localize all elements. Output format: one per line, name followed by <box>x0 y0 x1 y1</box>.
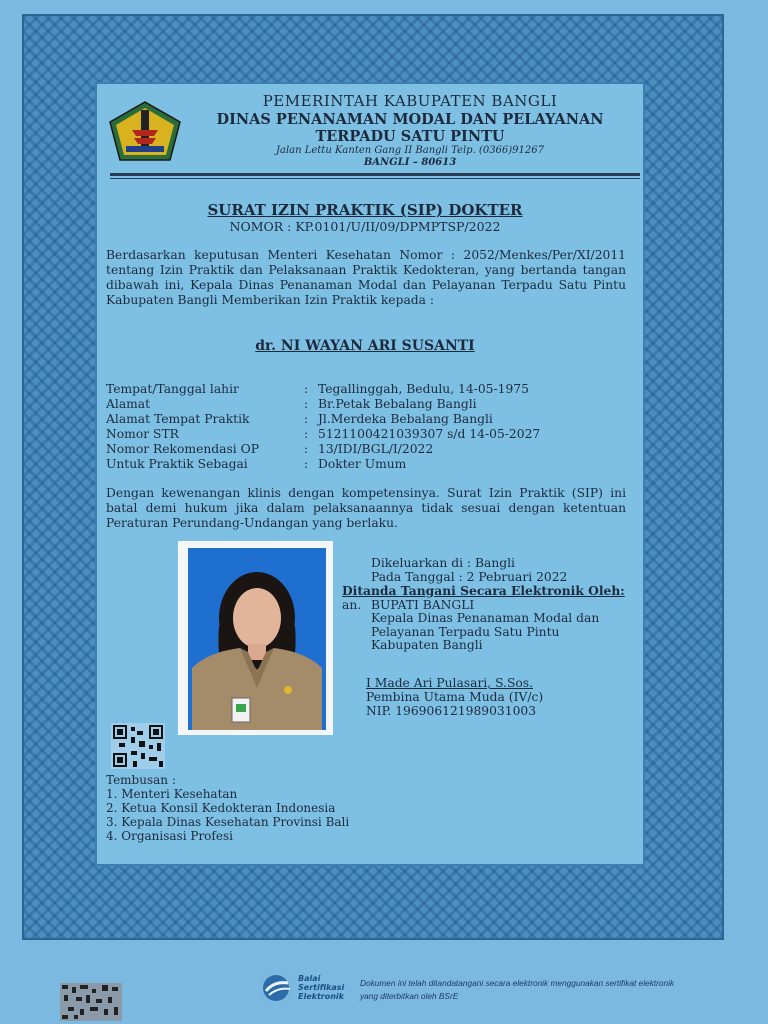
office-line1: Kepala Dinas Penanaman Modal dan <box>371 611 600 625</box>
tembusan-item: 4. Organisasi Profesi <box>106 829 233 843</box>
field-value: 5121100421039307 s/d 14-05-2027 <box>318 427 541 441</box>
bsre-name-line2: Sertifikasi <box>298 983 345 992</box>
header-address: Jalan Lettu Kanten Gang II Bangli Telp. (0366)91267 <box>275 145 544 156</box>
tembusan-item: 3. Kepala Dinas Kesehatan Provinsi Bali <box>106 815 350 829</box>
bsre-name-line3: Elektronik <box>298 992 344 1001</box>
qr-code-icon <box>111 723 165 769</box>
field-label: Nomor STR <box>106 427 179 441</box>
person-portrait-icon <box>188 548 326 730</box>
issued-date: Pada Tanggal : 2 Pebruari 2022 <box>371 570 568 584</box>
bsre-name-line1: Balai <box>298 974 321 983</box>
holder-photo <box>188 548 326 730</box>
field-label: Nomor Rekomendasi OP <box>106 442 259 456</box>
header-agency-line2: TERPADU SATU PINTU <box>315 128 505 145</box>
tembusan-item: 2. Ketua Konsil Kedokteran Indonesia <box>106 801 336 815</box>
field-colon: : <box>304 442 309 456</box>
header-government: PEMERINTAH KABUPATEN BANGLI <box>262 92 558 110</box>
tembusan-heading: Tembusan : <box>106 773 176 787</box>
footer-note-line1: Dokumen ini telah ditandatangani secara elektronik menggunakan sertifikat elektronik <box>360 978 675 988</box>
header-agency-line1: DINAS PENANAMAN MODAL DAN PELAYANAN <box>216 111 604 128</box>
field-colon: : <box>304 427 309 441</box>
bangli-regency-emblem-icon <box>108 100 182 162</box>
field-value: Dokter Umum <box>318 457 407 471</box>
field-label: Alamat <box>106 397 151 411</box>
signed-electronically: Ditanda Tangani Secara Elektronik Oleh: <box>342 583 625 598</box>
office-line3: Kabupaten Bangli <box>371 638 483 652</box>
official-rank: Pembina Utama Muda (IV/c) <box>366 690 544 704</box>
closing-paragraph: Dengan kewenangan klinis dengan kompetensinya. Surat Izin Praktik (SIP) ini batal demi hukum jika dalam pelaksanaannya tidak sesuai dengan ketentuan Peraturan Perundang-Undangan yang berlaku. <box>106 486 626 530</box>
issued-at: Dikeluarkan di : Bangli <box>371 556 515 570</box>
field-value: Jl.Merdeka Bebalang Bangli <box>318 412 493 426</box>
official-name: I Made Ari Pulasari, S.Sos. <box>366 676 534 690</box>
header-city: BANGLI – 80613 <box>363 157 457 168</box>
field-label: Alamat Tempat Praktik <box>106 412 250 426</box>
field-value: Br.Petak Bebalang Bangli <box>318 397 477 411</box>
field-label: Tempat/Tanggal lahir <box>106 382 239 396</box>
field-value: Tegallinggah, Bedulu, 14-05-1975 <box>318 382 529 396</box>
header-rule-thick <box>110 173 640 176</box>
footer-note-line2: yang diterbitkan oleh BSrE <box>360 991 459 1001</box>
field-colon: : <box>304 397 309 411</box>
tembusan-item: 1. Menteri Kesehatan <box>106 787 238 801</box>
official-nip: NIP. 196906121989031003 <box>366 704 537 718</box>
field-value: 13/IDI/BGL/I/2022 <box>318 442 434 456</box>
bupati-title: BUPATI BANGLI <box>371 598 475 612</box>
field-label: Untuk Praktik Sebagai <box>106 457 248 471</box>
footer-qr-code-icon <box>60 983 122 1021</box>
bsre-logo-icon <box>260 973 296 1003</box>
office-line2: Pelayanan Terpadu Satu Pintu <box>371 625 560 639</box>
field-colon: : <box>304 412 309 426</box>
field-colon: : <box>304 382 309 396</box>
document-panel <box>95 82 645 866</box>
on-behalf-abbr: an. <box>342 598 362 612</box>
document-title: SURAT IZIN PRAKTIK (SIP) DOKTER <box>207 201 523 219</box>
intro-paragraph: Berdasarkan keputusan Menteri Kesehatan Nomor : 2052/Menkes/Per/XI/2011 tentang Izin Praktik dan Pelaksanaan Praktik Kedokteran, yang bertanda tangan dibawah ini, Kepala Dinas Penanaman Modal dan Pelayanan Terpadu Satu Pintu Kabupaten Bangli Memberikan Izin Praktik kepada : <box>106 248 626 307</box>
document-number: NOMOR : KP.0101/U/II/09/DPMPTSP/2022 <box>229 219 501 234</box>
field-colon: : <box>304 457 309 471</box>
header-rule-thin <box>110 178 640 179</box>
holder-name: dr. NI WAYAN ARI SUSANTI <box>255 338 475 354</box>
